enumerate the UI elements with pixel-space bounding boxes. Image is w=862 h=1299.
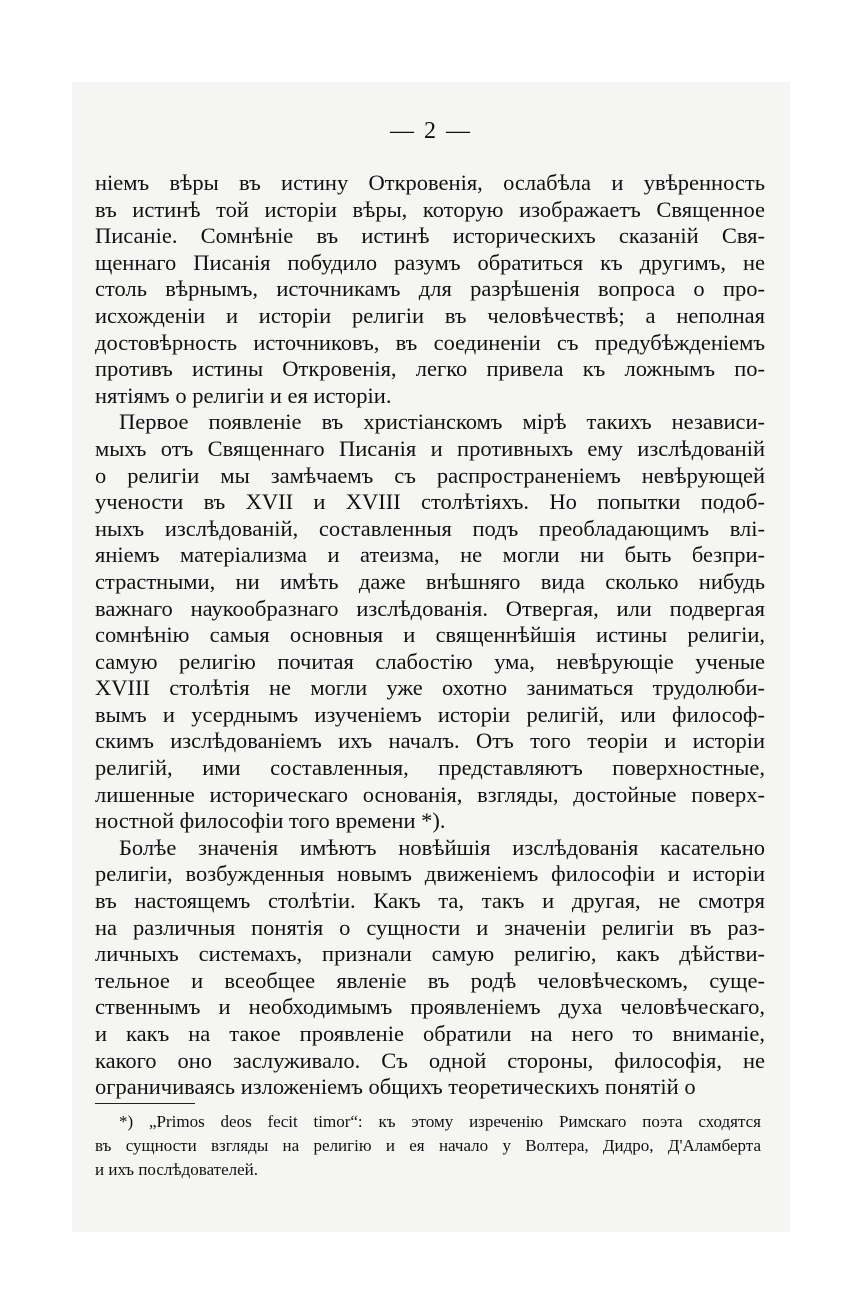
text-line: противъ истины Откровенія, легко привела къ ложнымъ по- bbox=[95, 356, 765, 382]
text-line: въ настоящемъ столѣтіи. Какъ та, такъ и другая, не смотря bbox=[95, 888, 765, 914]
text-line: вымъ и усерднымъ изученіемъ исторіи религій, или философ- bbox=[95, 701, 765, 727]
body-text bbox=[95, 170, 765, 1101]
text-line: какого оно заслуживало. Съ одной стороны, философія, не bbox=[95, 1047, 765, 1073]
text-line: личныхъ системахъ, признали самую религію, какъ дѣйстви- bbox=[95, 941, 765, 967]
text-line: достовѣрность источниковъ, въ соединеніи съ предубѣжденіемъ bbox=[95, 329, 765, 355]
text-line: тельное и всеобщее явленіе въ родѣ человѣческомъ, суще- bbox=[95, 967, 765, 993]
footnote-line: въ сущности взгляды на религію и ея начало у Волтера, Дидро, Д'Аламберта bbox=[95, 1136, 761, 1155]
text-line: скимъ изслѣдованіемъ ихъ началъ. Отъ того теоріи и исторіи bbox=[95, 728, 765, 754]
text-line: ственнымъ и необходимымъ проявленіемъ духа человѣческаго, bbox=[95, 994, 765, 1020]
text-line: самую религію почитая слабостію ума, невѣрующіе ученые bbox=[95, 648, 765, 674]
text-line: XVIII столѣтія не могли уже охотно заниматься трудолюби- bbox=[95, 675, 765, 701]
text-line: Первое появленіе въ христіанскомъ мірѣ такихъ независи- bbox=[119, 409, 765, 435]
paragraph bbox=[95, 409, 765, 835]
text-line: на различныя понятія о сущности и значеніи религіи въ раз- bbox=[95, 914, 765, 940]
text-line: сомнѣнію самыя основныя и священнѣйшія истины религіи, bbox=[95, 622, 765, 648]
text-line: щеннаго Писанія побудило разумъ обратиться къ другимъ, не bbox=[95, 249, 765, 275]
text-line: Болѣе значенія имѣютъ новѣйшія изслѣдованія касательно bbox=[119, 834, 765, 860]
text-line: и какъ на такое проявленіе обратили на него то вниманіе, bbox=[95, 1021, 765, 1046]
paragraph bbox=[95, 170, 765, 409]
text-line: яніемъ матеріализма и атеизма, не могли ни быть безпри- bbox=[95, 542, 765, 568]
footnote-divider bbox=[95, 1103, 195, 1104]
footnote-line: и ихъ послѣдователей. bbox=[95, 1160, 259, 1179]
footnote bbox=[95, 1110, 761, 1182]
text-line: религіи, возбужденныя новымъ движеніемъ философіи и исторіи bbox=[95, 861, 765, 887]
text-line: ніемъ вѣры въ истину Откровенія, ослабѣла и увѣренность bbox=[95, 170, 765, 195]
text-line: столь вѣрнымъ, источникамъ для разрѣшенія вопроса о про- bbox=[95, 276, 765, 302]
text-line: о религіи мы замѣчаемъ съ распространеніемъ невѣрующей bbox=[95, 462, 765, 488]
footnote-line: *) „Primos deos fecit timor“: къ этому изреченію Римскаго поэта сходятся bbox=[119, 1112, 761, 1131]
text-line: ностной философіи того времени *). bbox=[95, 808, 446, 834]
text-line: нятіямъ о религіи и ея исторіи. bbox=[95, 382, 392, 408]
text-line: Писаніе. Сомнѣніе въ истинѣ историческихъ сказаній Свя- bbox=[95, 223, 765, 249]
text-line: исхожденіи и исторіи религіи въ человѣчествѣ; а неполная bbox=[95, 302, 765, 328]
text-line: учености въ XVII и XVIII столѣтіяхъ. Но попытки подоб- bbox=[95, 489, 765, 515]
text-line: ныхъ изслѣдованій, составленныя подъ преобладающимъ влі- bbox=[95, 515, 765, 541]
text-line: лишенные историческаго основанія, взгляды, достойные поверх- bbox=[95, 781, 765, 807]
text-line: въ истинѣ той исторіи вѣры, которую изображаетъ Священное bbox=[95, 196, 765, 222]
text-line: важнаго наукообразнаго изслѣдованія. Отвергая, или подвергая bbox=[95, 595, 765, 621]
text-line: религій, ими составленныя, представляютъ поверхностные, bbox=[95, 755, 765, 781]
text-line: страстными, ни имѣть даже внѣшняго вида сколько нибудь bbox=[95, 568, 765, 594]
paragraph bbox=[95, 835, 765, 1101]
text-line: ограничиваясь изложеніемъ общихъ теоретическихъ понятій о bbox=[95, 1074, 696, 1100]
text-line: мыхъ отъ Священнаго Писанія и противныхъ ему изслѣдованій bbox=[95, 435, 765, 461]
page-number: — 2 — bbox=[390, 118, 472, 144]
